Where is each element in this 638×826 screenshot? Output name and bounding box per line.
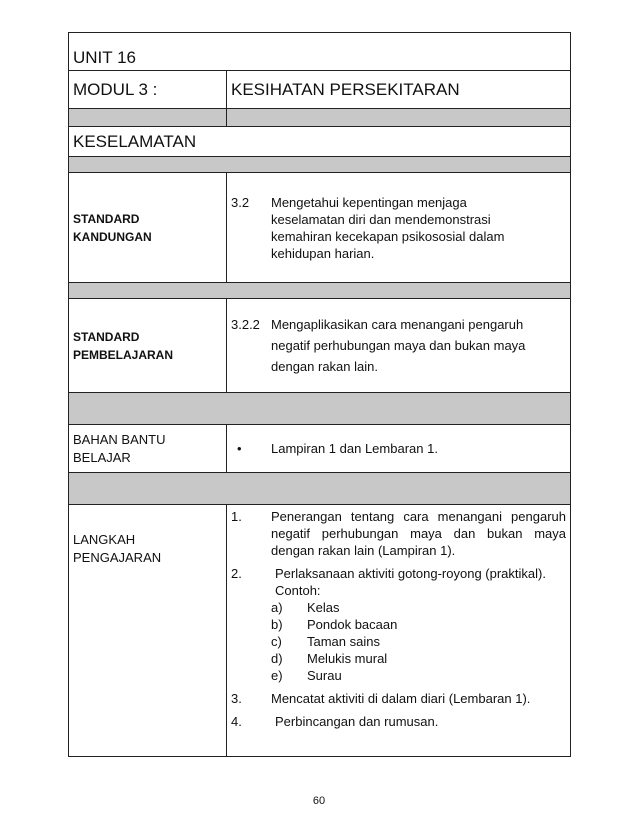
page-number: 60 [312,795,326,807]
modul-title: KESIHATAN PERSEKITARAN [227,71,571,109]
standard-pembelajaran-number: 3.2.2 [231,317,260,332]
bullet-icon: • [237,441,242,456]
step-2: 2. Perlaksanaan aktiviti gotong-royong (praktikal). Contoh: [231,566,546,598]
example-d: d) Melukis mural [271,651,388,666]
step-4: 4. Perbincangan dan rumusan. [231,714,439,729]
step-1: 1. Penerangan tentang cara menangani pengaruh negatif perhubungan maya dan bukan maya dengan rakan lain (Lampiran 1). [231,509,566,558]
unit-title: UNIT 16 [69,33,571,71]
standard-kandungan-label: STANDARD KANDUNGAN [69,173,227,283]
standard-pembelajaran-content: 3.2.2 Mengaplikasikan cara menangani pengaruh negatif perhubungan maya dan bukan maya dengan rakan lain. [227,299,571,393]
standard-pembelajaran-label: STANDARD PEMBELAJARAN [69,299,227,393]
bahan-content [227,425,571,473]
standard-kandungan-number: 3.2 [231,194,250,210]
example-b: b) Pondok bacaan [271,617,398,632]
section-title: KESELAMATAN [69,127,571,157]
modul-label: MODUL 3 : [69,71,227,109]
example-c: c) Taman sains [271,634,380,649]
lesson-plan-table [68,32,571,757]
example-a: a) Kelas [271,600,340,615]
example-e: e) Surau [271,668,342,683]
bahan-text: Lampiran 1 dan Lembaran 1. [271,441,438,456]
langkah-label: LANGKAH PENGAJARAN [69,505,227,757]
bahan-label: BAHAN BANTU BELAJAR [69,425,227,473]
langkah-content [227,505,571,757]
standard-kandungan-content: 3.2 Mengetahui kepentingan menjaga keselamatan diri dan mendemonstrasi kemahiran kecekapan psikososial dalam kehidupan harian. [227,173,571,283]
step-3: 3. Mencatat aktiviti di dalam diari (Lembaran 1). [231,691,531,706]
